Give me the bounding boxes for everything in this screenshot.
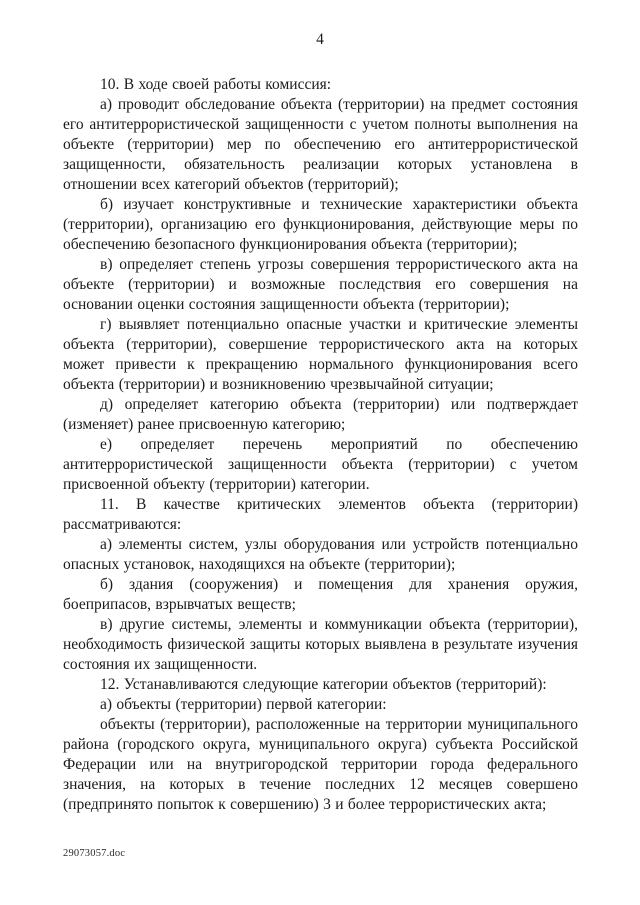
clause-12-a: а) объекты (территории) первой категории: bbox=[100, 696, 387, 713]
clause-10-d: д) определяет категорию объекта (территории) или подтверждает (изменяет) ранее присвоенную категорию; bbox=[63, 396, 578, 433]
clause-10-v: в) определяет степень угрозы совершения террористического акта на объекте (территории) и возможные последствия его совершения на основании оценки состояния защищенности объекта (территории); bbox=[63, 256, 578, 313]
clause-11: 11. В качестве критических элементов объекта (территории) рассматриваются: bbox=[63, 496, 578, 533]
clause-12-a-body: объекты (территории), расположенные на территории муниципального района (городского округа, муниципального округа) субъекта Российской Федерации или на внутригородской территории города федерального значения, на которых в течение последних 12 месяцев совершено (предпринято попыток к совершению) 3 и более террористических акта; bbox=[63, 716, 578, 813]
footer-filename: 29073057.doc bbox=[63, 848, 126, 859]
clause-10-b: б) изучает конструктивные и технические характеристики объекта (территории), организацию его функционирования, действующие меры по обеспечению безопасного функционирования объекта (территории); bbox=[63, 196, 578, 253]
clause-10-a: а) проводит обследование объекта (территории) на предмет состояния его антитеррористической защищенности с учетом полноты выполнения на объекте (территории) мер по обеспечению его антитеррористической защищенности, обязательность реализации которых установлена в отношении всех категорий объектов (территорий); bbox=[63, 96, 578, 193]
clause-11-b: б) здания (сооружения) и помещения для хранения оружия, боеприпасов, взрывчатых веществ; bbox=[63, 576, 578, 613]
document-body bbox=[63, 75, 578, 815]
clause-11-v: в) другие системы, элементы и коммуникации объекта (территории), необходимость физической защиты которых выявлена в результате изучения состояния их защищенности. bbox=[63, 616, 578, 673]
clause-11-a: а) элементы систем, узлы оборудования или устройств потенциально опасных установок, находящихся на объекте (территории); bbox=[63, 536, 578, 573]
clause-10-e: е) определяет перечень мероприятий по обеспечению антитеррористической защищенности объекта (территории) с учетом присвоенной объекту (территории) категории. bbox=[63, 436, 578, 493]
page-number: 4 bbox=[316, 31, 324, 48]
clause-10-g: г) выявляет потенциально опасные участки и критические элементы объекта (территории), совершение террористического акта на которых может привести к прекращению нормального функционирования всего объекта (территории) и возникновению чрезвычайной ситуации; bbox=[63, 316, 578, 393]
clause-12: 12. Устанавливаются следующие категории объектов (территорий): bbox=[100, 676, 547, 693]
clause-10: 10. В ходе своей работы комиссия: bbox=[100, 76, 332, 93]
